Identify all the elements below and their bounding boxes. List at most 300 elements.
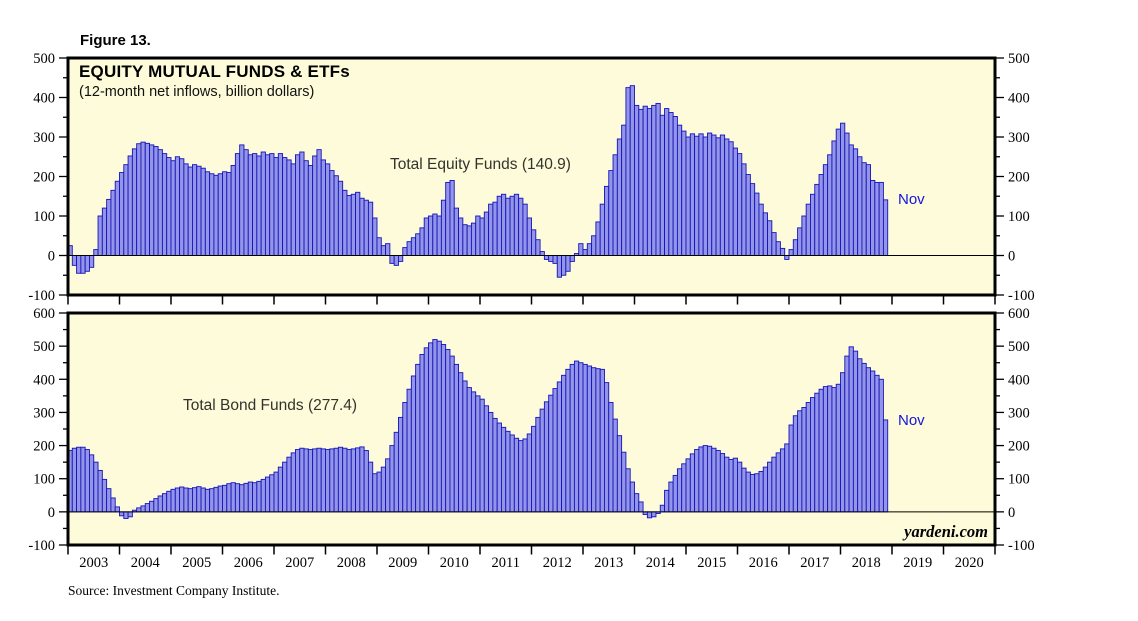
- bar: [780, 248, 784, 255]
- bar: [635, 494, 639, 512]
- bar: [793, 240, 797, 256]
- bar: [497, 423, 501, 512]
- bar: [566, 369, 570, 512]
- bar: [729, 142, 733, 256]
- bar: [223, 172, 227, 256]
- bar: [313, 449, 317, 512]
- bar: [300, 152, 304, 255]
- bar: [471, 223, 475, 255]
- y-axis-label-left: 300: [33, 405, 55, 422]
- bar: [115, 507, 119, 512]
- bar: [879, 379, 883, 512]
- bar: [381, 246, 385, 256]
- x-axis-year-label: 2013: [594, 555, 624, 571]
- bar: [527, 434, 531, 512]
- y-axis-label-right: 300: [1008, 405, 1030, 422]
- bar: [184, 488, 188, 512]
- bar: [343, 448, 347, 512]
- bar: [707, 133, 711, 255]
- x-axis-year-label: 2005: [182, 555, 212, 571]
- bar: [471, 392, 475, 512]
- bar: [476, 216, 480, 256]
- bar: [725, 139, 729, 256]
- bar: [429, 343, 433, 512]
- bar: [85, 256, 89, 272]
- x-axis-year-label: 2004: [130, 555, 160, 571]
- bar: [802, 216, 806, 256]
- bar: [218, 174, 222, 256]
- x-axis-year-label: 2019: [903, 555, 933, 571]
- bar: [819, 175, 823, 256]
- bar: [841, 123, 845, 255]
- bar: [609, 171, 613, 256]
- bar: [360, 198, 364, 255]
- bar: [480, 399, 484, 512]
- bar: [862, 363, 866, 511]
- bar: [763, 467, 767, 512]
- bar: [81, 256, 85, 274]
- bar: [231, 483, 235, 512]
- bar: [665, 490, 669, 512]
- x-axis-year-label: 2012: [542, 555, 572, 571]
- x-axis-year-label: 2006: [233, 555, 263, 571]
- bar: [261, 152, 265, 255]
- bar: [145, 143, 149, 255]
- y-axis-label-left: 400: [33, 372, 55, 389]
- bar: [463, 225, 467, 256]
- bar: [227, 173, 231, 256]
- bar: [746, 175, 750, 256]
- bar: [544, 402, 548, 512]
- bar: [810, 194, 814, 255]
- bar: [832, 141, 836, 256]
- bar: [356, 192, 360, 255]
- y-axis-label-left: -100: [28, 288, 55, 304]
- bar: [265, 477, 269, 512]
- bar: [776, 453, 780, 512]
- bar: [604, 186, 608, 255]
- bar: [253, 154, 257, 256]
- y-axis-label-left: 0: [47, 504, 55, 521]
- bar: [750, 184, 754, 256]
- bar: [845, 356, 849, 512]
- bar: [536, 240, 540, 256]
- bar: [686, 137, 690, 256]
- bar: [660, 115, 664, 255]
- bar: [111, 498, 115, 512]
- bar: [394, 256, 398, 266]
- bar: [343, 190, 347, 255]
- bar: [386, 459, 390, 512]
- bar: [652, 512, 656, 517]
- bar: [240, 145, 244, 256]
- bar: [806, 402, 810, 511]
- bar: [493, 418, 497, 511]
- bar: [120, 173, 124, 256]
- bar: [261, 479, 265, 511]
- bar: [626, 469, 630, 512]
- bar: [785, 256, 789, 260]
- bar: [673, 475, 677, 511]
- bar: [326, 450, 330, 512]
- bar: [540, 409, 544, 512]
- bar: [141, 506, 145, 512]
- y-axis-label-right: 0: [1008, 248, 1016, 265]
- x-axis-year-label: 2003: [79, 555, 109, 571]
- bar: [519, 441, 523, 512]
- bar: [433, 214, 437, 255]
- bar: [583, 364, 587, 511]
- bar: [154, 499, 158, 512]
- x-axis-year-label: 2009: [388, 555, 418, 571]
- bar: [682, 464, 686, 512]
- bar: [772, 457, 776, 512]
- bar: [107, 199, 111, 255]
- bar: [514, 194, 518, 255]
- bar: [789, 250, 793, 256]
- bar: [677, 469, 681, 512]
- bar: [253, 483, 257, 512]
- bar: [227, 484, 231, 512]
- bar: [467, 388, 471, 512]
- y-axis-label-left: -100: [28, 538, 55, 554]
- bar: [755, 474, 759, 512]
- bar: [416, 234, 420, 256]
- bar: [72, 256, 76, 266]
- bar: [836, 129, 840, 255]
- bar: [647, 512, 651, 518]
- bond-last-point-label: Nov: [898, 412, 925, 429]
- bar: [609, 402, 613, 511]
- bar: [647, 109, 651, 256]
- bar: [171, 161, 175, 256]
- bar: [450, 180, 454, 255]
- bar: [489, 204, 493, 255]
- bar: [540, 252, 544, 256]
- bar: [553, 389, 557, 512]
- bar: [175, 157, 179, 256]
- bar: [759, 204, 763, 255]
- y-axis-label-left: 400: [33, 90, 55, 107]
- bar: [776, 242, 780, 256]
- bar: [283, 462, 287, 512]
- bar: [81, 447, 85, 512]
- bar: [596, 222, 600, 256]
- bar: [669, 482, 673, 512]
- bar: [562, 375, 566, 512]
- bar: [94, 250, 98, 256]
- bar: [699, 447, 703, 512]
- bar: [192, 488, 196, 512]
- bar: [197, 166, 201, 255]
- bar: [308, 165, 312, 255]
- bar: [89, 455, 93, 512]
- bar: [201, 488, 205, 512]
- y-axis-label-right: -100: [1008, 288, 1035, 304]
- bar: [871, 371, 875, 512]
- bar: [523, 439, 527, 512]
- bar: [377, 472, 381, 512]
- bar: [883, 420, 887, 512]
- bar: [150, 501, 154, 512]
- bar: [308, 450, 312, 512]
- bar: [137, 144, 141, 256]
- bar: [420, 228, 424, 256]
- bar: [197, 487, 201, 512]
- bar: [364, 200, 368, 255]
- bar: [210, 174, 214, 256]
- bar: [454, 364, 458, 511]
- bar: [446, 182, 450, 255]
- y-axis-label-left: 100: [33, 209, 55, 225]
- bar: [180, 159, 184, 256]
- bar: [411, 238, 415, 256]
- bar: [351, 194, 355, 255]
- bar: [235, 484, 239, 512]
- bar: [356, 448, 360, 512]
- bar: [98, 216, 102, 256]
- bar: [527, 218, 531, 256]
- bar: [720, 454, 724, 512]
- yardeni-watermark: yardeni.com: [904, 522, 988, 541]
- bar: [205, 172, 209, 256]
- bar: [437, 216, 441, 256]
- bar: [720, 135, 724, 255]
- bar: [317, 150, 321, 256]
- bar: [789, 425, 793, 512]
- bar: [128, 512, 132, 517]
- bar: [862, 163, 866, 256]
- y-axis-label-right: 200: [1008, 438, 1030, 455]
- bar: [257, 156, 261, 256]
- y-axis-label-right: 0: [1008, 504, 1016, 521]
- bar: [712, 448, 716, 512]
- bar: [592, 368, 596, 512]
- bar: [729, 459, 733, 511]
- bar: [364, 451, 368, 512]
- y-axis-label-left: 600: [33, 306, 55, 322]
- bar: [871, 180, 875, 255]
- bar: [231, 165, 235, 255]
- bond-series-label: Total Bond Funds (277.4): [183, 397, 358, 414]
- bar: [437, 341, 441, 512]
- bar: [841, 373, 845, 512]
- bar: [532, 426, 536, 512]
- bar: [798, 411, 802, 512]
- bar: [836, 384, 840, 512]
- bar: [145, 504, 149, 512]
- bar: [201, 168, 205, 255]
- bar: [210, 489, 214, 512]
- bar: [733, 148, 737, 255]
- bar: [579, 363, 583, 512]
- bar: [377, 238, 381, 256]
- bar: [137, 508, 141, 512]
- bar: [630, 86, 634, 256]
- bar: [793, 416, 797, 512]
- bar: [690, 134, 694, 256]
- bar: [690, 454, 694, 512]
- bar: [351, 449, 355, 512]
- y-axis-label-right: 500: [1008, 51, 1030, 67]
- bar: [763, 213, 767, 256]
- bar: [218, 486, 222, 512]
- bar: [291, 453, 295, 512]
- x-axis-year-label: 2011: [491, 555, 520, 571]
- bar: [549, 256, 553, 262]
- x-axis-year-label: 2007: [285, 555, 315, 571]
- bar: [300, 448, 304, 512]
- bar: [274, 472, 278, 512]
- y-axis-label-right: 100: [1008, 471, 1030, 488]
- bar: [858, 359, 862, 512]
- bar: [102, 208, 106, 255]
- bar: [553, 256, 557, 264]
- bar: [798, 228, 802, 256]
- bar: [111, 190, 115, 255]
- bar: [845, 133, 849, 255]
- bar: [223, 485, 227, 512]
- y-axis-label-right: 400: [1008, 90, 1030, 107]
- chart-title: EQUITY MUTUAL FUNDS & ETFs: [79, 62, 350, 81]
- bar: [768, 462, 772, 512]
- bar: [716, 451, 720, 512]
- bar: [450, 356, 454, 512]
- bar: [270, 475, 274, 512]
- bar: [454, 208, 458, 255]
- bar: [162, 154, 166, 256]
- bar: [506, 431, 510, 512]
- y-axis-label-left: 500: [33, 51, 55, 67]
- bar: [707, 446, 711, 512]
- bar: [463, 381, 467, 512]
- bar: [115, 181, 119, 255]
- bar: [712, 135, 716, 255]
- bar: [604, 383, 608, 512]
- bar: [158, 496, 162, 512]
- bar: [360, 447, 364, 512]
- y-axis-label-right: 300: [1008, 130, 1030, 146]
- bar: [330, 171, 334, 256]
- bar: [484, 406, 488, 512]
- bar: [622, 452, 626, 512]
- bar: [815, 184, 819, 255]
- bar: [635, 105, 639, 255]
- bar: [652, 105, 656, 255]
- y-axis-label-right: 500: [1008, 339, 1030, 356]
- bar: [77, 447, 81, 512]
- bar: [617, 436, 621, 512]
- bar: [828, 386, 832, 512]
- bar: [390, 256, 394, 264]
- bar: [72, 448, 76, 512]
- bar: [429, 216, 433, 256]
- chart-subtitle: (12-month net inflows, billion dollars): [79, 84, 315, 100]
- bar: [725, 457, 729, 512]
- bar: [815, 393, 819, 512]
- bar: [600, 204, 604, 255]
- bar: [283, 158, 287, 256]
- bar: [566, 256, 570, 272]
- bar: [875, 182, 879, 255]
- bar: [639, 502, 643, 512]
- bar: [77, 256, 81, 274]
- bar: [673, 116, 677, 255]
- y-axis-label-left: 200: [33, 438, 55, 455]
- bar: [746, 472, 750, 512]
- bar: [205, 489, 209, 512]
- bar: [626, 88, 630, 256]
- bar: [759, 471, 763, 511]
- x-axis-year-label: 2020: [954, 555, 984, 571]
- bar: [823, 165, 827, 256]
- bar: [386, 244, 390, 256]
- bar: [665, 109, 669, 256]
- bar: [849, 145, 853, 256]
- bar: [785, 444, 789, 512]
- bar: [617, 139, 621, 256]
- bar: [180, 487, 184, 512]
- bar: [347, 450, 351, 512]
- bar: [381, 467, 385, 512]
- bar: [150, 145, 154, 256]
- bar: [390, 446, 394, 512]
- equity-last-point-label: Nov: [898, 191, 925, 208]
- y-axis-label-right: 100: [1008, 209, 1030, 225]
- bar: [368, 202, 372, 255]
- bar: [338, 447, 342, 512]
- figure-label: Figure 13.: [80, 32, 151, 49]
- bar: [643, 106, 647, 255]
- bar: [600, 369, 604, 512]
- bar: [124, 512, 128, 519]
- bar: [755, 193, 759, 255]
- bar: [493, 202, 497, 255]
- bar: [583, 250, 587, 256]
- bar: [287, 160, 291, 256]
- bar: [188, 167, 192, 255]
- bar: [291, 164, 295, 256]
- bar: [467, 226, 471, 256]
- bar: [120, 512, 124, 516]
- bar: [373, 474, 377, 512]
- bar: [866, 368, 870, 512]
- bar: [446, 349, 450, 511]
- y-axis-label-right: 600: [1008, 306, 1030, 322]
- y-axis-label-left: 500: [33, 339, 55, 356]
- bar: [373, 218, 377, 256]
- bar: [248, 482, 252, 512]
- bar: [819, 389, 823, 512]
- bar: [562, 256, 566, 276]
- bar: [424, 348, 428, 512]
- bar: [240, 485, 244, 512]
- bar: [849, 347, 853, 512]
- bar: [579, 244, 583, 256]
- bar: [394, 432, 398, 512]
- bar: [295, 155, 299, 256]
- bar: [613, 155, 617, 256]
- bar: [326, 164, 330, 256]
- bar: [570, 364, 574, 511]
- y-axis-label-left: 0: [47, 248, 55, 265]
- bar: [162, 494, 166, 512]
- bar: [489, 412, 493, 511]
- bar: [411, 376, 415, 512]
- bar: [214, 175, 218, 255]
- bar: [557, 382, 561, 512]
- bar: [441, 200, 445, 255]
